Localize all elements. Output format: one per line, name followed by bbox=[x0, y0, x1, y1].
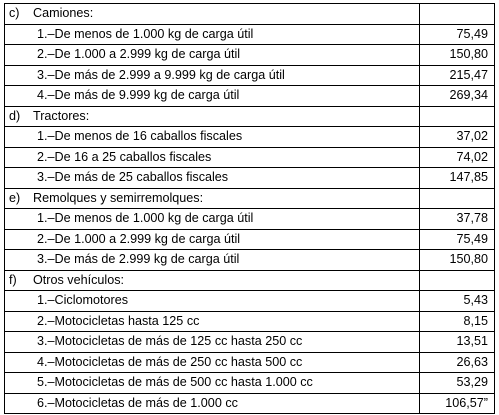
item-amount: 37,02 bbox=[456, 129, 488, 144]
item-description-cell bbox=[5, 45, 420, 66]
item-description-cell bbox=[5, 24, 420, 45]
item-amount: 75,49 bbox=[456, 26, 488, 41]
section-header-amount-cell bbox=[420, 4, 495, 25]
item-amount-cell bbox=[420, 147, 495, 168]
item-label: 4.–De más de 9.999 kg de carga útil bbox=[37, 88, 240, 103]
section-title: Remolques y semirremolques: bbox=[33, 190, 204, 205]
item-amount-cell bbox=[420, 209, 495, 230]
section-header-amount-cell bbox=[420, 188, 495, 209]
item-amount-cell bbox=[420, 127, 495, 148]
section-header-row bbox=[5, 106, 495, 127]
section-title: Camiones: bbox=[33, 6, 94, 21]
item-amount: 106,57” bbox=[445, 395, 488, 410]
item-description-cell bbox=[5, 209, 420, 230]
table-row bbox=[5, 373, 495, 394]
section-letter: e) bbox=[9, 190, 21, 205]
table-row bbox=[5, 86, 495, 107]
table-row bbox=[5, 311, 495, 332]
section-header-row bbox=[5, 4, 495, 25]
item-amount: 75,49 bbox=[456, 231, 488, 246]
section-header-cell bbox=[5, 188, 420, 209]
table-row bbox=[5, 147, 495, 168]
table-row bbox=[5, 45, 495, 66]
table-row bbox=[5, 393, 495, 414]
item-amount: 13,51 bbox=[456, 334, 488, 349]
section-letter: f) bbox=[9, 272, 17, 287]
item-label: 2.–De 1.000 a 2.999 kg de carga útil bbox=[37, 47, 241, 62]
item-label: 4.–Motocicletas de más de 250 cc hasta 500 cc bbox=[37, 354, 303, 369]
item-amount: 150,80 bbox=[449, 47, 488, 62]
item-description-cell bbox=[5, 352, 420, 373]
item-label: 5.–Motocicletas de más de 500 cc hasta 1.000 cc bbox=[37, 375, 313, 390]
item-amount: 26,63 bbox=[456, 354, 488, 369]
item-description-cell bbox=[5, 229, 420, 250]
item-label: 3.–De más de 2.999 a 9.999 kg de carga útil bbox=[37, 67, 285, 82]
table-row bbox=[5, 65, 495, 86]
item-label: 1.–De menos de 1.000 kg de carga útil bbox=[37, 26, 254, 41]
item-label: 1.–De menos de 1.000 kg de carga útil bbox=[37, 211, 254, 226]
item-amount-cell bbox=[420, 311, 495, 332]
item-amount: 37,78 bbox=[456, 211, 488, 226]
item-amount: 269,34 bbox=[449, 88, 488, 103]
item-amount-cell bbox=[420, 24, 495, 45]
section-letter: c) bbox=[9, 6, 20, 21]
item-amount: 74,02 bbox=[456, 149, 488, 164]
item-description-cell bbox=[5, 86, 420, 107]
item-description-cell bbox=[5, 311, 420, 332]
item-amount: 147,85 bbox=[449, 170, 488, 185]
table-row bbox=[5, 209, 495, 230]
section-header-row bbox=[5, 270, 495, 291]
item-label: 3.–Motocicletas de más de 125 cc hasta 250 cc bbox=[37, 334, 303, 349]
item-label: 3.–De más de 25 caballos fiscales bbox=[37, 170, 229, 185]
item-description-cell bbox=[5, 373, 420, 394]
item-description-cell bbox=[5, 291, 420, 312]
item-label: 2.–De 1.000 a 2.999 kg de carga útil bbox=[37, 231, 241, 246]
item-description-cell bbox=[5, 168, 420, 189]
item-description-cell bbox=[5, 147, 420, 168]
item-amount-cell bbox=[420, 168, 495, 189]
section-title: Tractores: bbox=[33, 108, 90, 123]
table-row bbox=[5, 229, 495, 250]
item-amount: 150,80 bbox=[449, 252, 488, 267]
table-row bbox=[5, 127, 495, 148]
item-amount: 215,47 bbox=[449, 67, 488, 82]
item-label: 2.–Motocicletas hasta 125 cc bbox=[37, 313, 200, 328]
item-label: 1.–Ciclomotores bbox=[37, 293, 128, 308]
table-row bbox=[5, 332, 495, 353]
item-amount-cell bbox=[420, 86, 495, 107]
section-title: Otros vehículos: bbox=[33, 272, 124, 287]
item-amount: 53,29 bbox=[456, 375, 488, 390]
item-amount-cell bbox=[420, 332, 495, 353]
section-header-amount-cell bbox=[420, 106, 495, 127]
item-amount-cell bbox=[420, 373, 495, 394]
table-row bbox=[5, 24, 495, 45]
item-label: 6.–Motocicletas de más de 1.000 cc bbox=[37, 395, 238, 410]
item-description-cell bbox=[5, 393, 420, 414]
item-description-cell bbox=[5, 127, 420, 148]
item-amount-cell bbox=[420, 65, 495, 86]
section-letter: d) bbox=[9, 108, 21, 123]
section-header-cell bbox=[5, 106, 420, 127]
item-description-cell bbox=[5, 65, 420, 86]
table-row bbox=[5, 250, 495, 271]
item-amount-cell bbox=[420, 250, 495, 271]
item-label: 1.–De menos de 16 caballos fiscales bbox=[37, 129, 243, 144]
item-amount: 8,15 bbox=[463, 313, 488, 328]
section-header-cell bbox=[5, 4, 420, 25]
item-description-cell bbox=[5, 250, 420, 271]
item-amount-cell bbox=[420, 229, 495, 250]
table-row bbox=[5, 168, 495, 189]
item-amount-cell bbox=[420, 45, 495, 66]
item-label: 2.–De 16 a 25 caballos fiscales bbox=[37, 149, 212, 164]
item-amount: 5,43 bbox=[463, 293, 488, 308]
section-header-row bbox=[5, 188, 495, 209]
item-amount-cell bbox=[420, 291, 495, 312]
item-description-cell bbox=[5, 332, 420, 353]
table-row bbox=[5, 291, 495, 312]
item-label: 3.–De más de 2.999 kg de carga útil bbox=[37, 252, 240, 267]
section-header-cell bbox=[5, 270, 420, 291]
table-row bbox=[5, 352, 495, 373]
item-amount-cell bbox=[420, 393, 495, 414]
vehicle-tax-table-body bbox=[5, 4, 495, 414]
vehicle-tax-table bbox=[4, 3, 495, 414]
section-header-amount-cell bbox=[420, 270, 495, 291]
item-amount-cell bbox=[420, 352, 495, 373]
